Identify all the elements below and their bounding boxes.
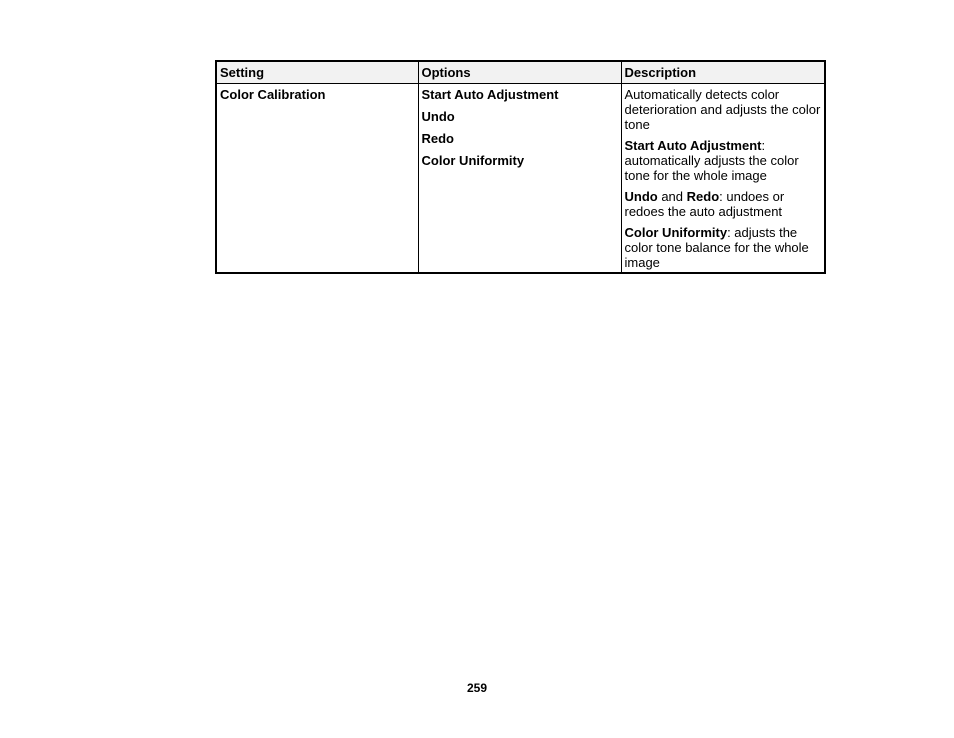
description-start-term: Start Auto Adjustment	[624, 138, 762, 153]
description-color-uniformity	[625, 225, 822, 270]
option-redo: Redo	[421, 131, 454, 146]
option-start-auto-adjustment: Start Auto Adjustment	[421, 87, 559, 102]
description-uniformity-term: Color Uniformity	[624, 225, 728, 240]
description-uniformity-text: : adjusts the color tone balance for the whole image	[624, 225, 809, 270]
description-and-word: and	[657, 189, 687, 204]
description-undo-redo-text: : undoes or redoes the auto adjustment	[624, 189, 785, 219]
description-undo-redo	[625, 189, 822, 219]
table-header-row	[216, 61, 825, 84]
option-color-uniformity: Color Uniformity	[421, 153, 525, 168]
description-redo-term: Redo	[686, 189, 720, 204]
description-start-sep: :	[761, 138, 766, 153]
cell-options	[418, 84, 621, 274]
description-intro: Automatically detects color deterioration and adjusts the color tone	[624, 87, 821, 132]
header-setting: Setting	[216, 61, 418, 84]
description-start-text: automatically adjusts the color tone for the whole image	[624, 153, 799, 183]
header-description: Description	[621, 61, 825, 84]
setting-name: Color Calibration	[220, 87, 326, 102]
option-undo: Undo	[421, 109, 455, 124]
cell-setting	[216, 84, 418, 274]
page-number: 259	[466, 681, 488, 695]
description-undo-term: Undo	[624, 189, 658, 204]
cell-description	[621, 84, 825, 274]
description-start-auto-adjustment	[625, 138, 822, 183]
settings-table	[215, 60, 826, 274]
table-row	[216, 84, 825, 274]
header-options: Options	[418, 61, 621, 84]
